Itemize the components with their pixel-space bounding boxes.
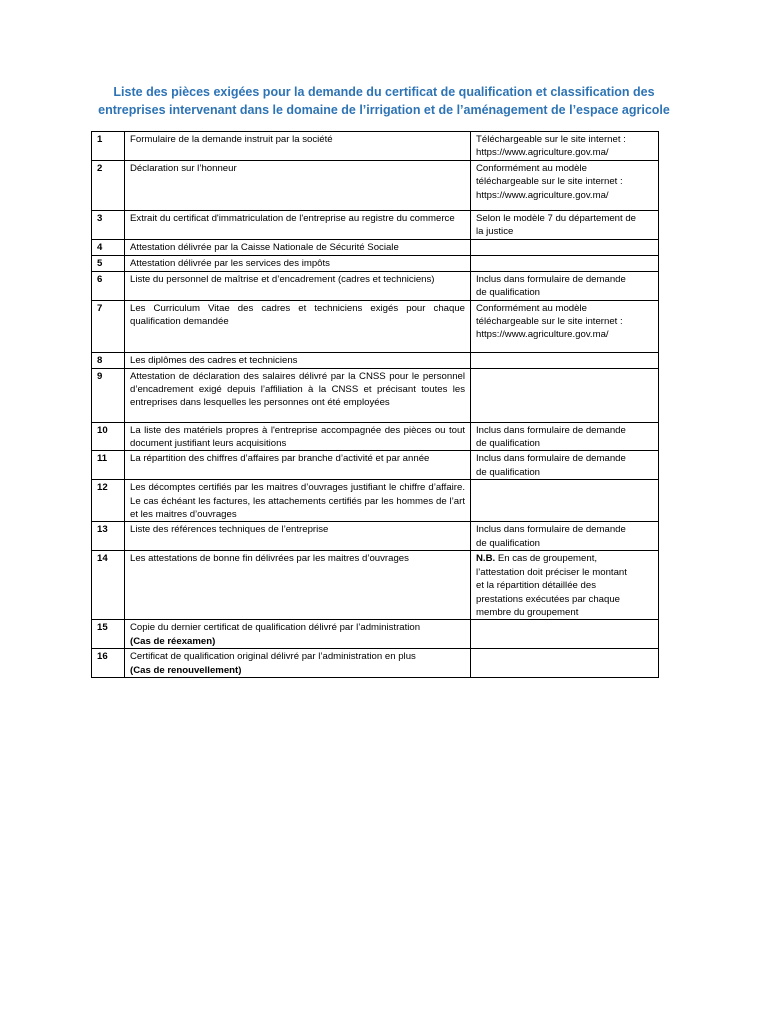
- table-row: [92, 422, 659, 451]
- row-number: 5: [92, 255, 125, 271]
- row-number: 10: [92, 422, 125, 451]
- row-number: 6: [92, 271, 125, 300]
- table-row: [92, 255, 659, 271]
- row-description-cell: [125, 210, 471, 239]
- table-row: [92, 451, 659, 480]
- row-description: La répartition des chiffres d’affaires par branche d’activité et par année: [130, 453, 430, 465]
- documents-table-body: [92, 132, 659, 678]
- row-note-cell: [471, 239, 659, 255]
- row-description: Déclaration sur l’honneur: [130, 162, 237, 174]
- row-description-cell: [125, 451, 471, 480]
- row-note-cell: [471, 620, 659, 649]
- row-note: En cas de groupement, l’attestation doit préciser le montant et la répartition détaillée des prestations exécutées par chaque membre du groupement: [476, 553, 627, 618]
- row-description: Les décomptes certifiés par les maitres d’ouvrages justifiant le chiffre d’affaire. Le cas échéant les factures, les attachements certifiés par les hommes de l’art et les maitres d’ouvrages: [130, 482, 465, 521]
- row-note-cell: [471, 649, 659, 678]
- row-note-cell: [471, 255, 659, 271]
- row-description-cell: [125, 649, 471, 678]
- row-note-cell: [471, 132, 659, 161]
- documents-table: [91, 131, 659, 678]
- row-note-cell: [471, 451, 659, 480]
- row-note-cell: [471, 160, 659, 210]
- row-description: Liste du personnel de maîtrise et d’encadrement (cadres et techniciens): [130, 273, 435, 285]
- row-description-case: (Cas de renouvellement): [130, 664, 242, 676]
- row-note: Conformément au modèle téléchargeable sur le site internet : https://www.agriculture.gov.ma/: [476, 162, 623, 201]
- row-note-cell: [471, 480, 659, 522]
- table-row: [92, 368, 659, 422]
- row-note-cell: [471, 551, 659, 620]
- row-description: Attestation délivrée par les services des impôts: [130, 257, 330, 269]
- row-description: Copie du dernier certificat de qualification délivré par l’administration: [130, 622, 421, 634]
- row-note: Selon le modèle 7 du département de la justice: [476, 212, 637, 238]
- row-description-cell: [125, 620, 471, 649]
- row-description-cell: [125, 271, 471, 300]
- row-description: Les Curriculum Vitae des cadres et techniciens exigés pour chaque qualification demandée: [130, 302, 465, 328]
- page-title-line-1: Liste des pièces exigées pour la demande du certificat de qualification et classification des: [113, 85, 655, 99]
- row-note-prefix: N.B.: [476, 553, 496, 565]
- row-note-cell: [471, 368, 659, 422]
- row-description-case: (Cas de réexamen): [130, 635, 216, 647]
- table-row: [92, 649, 659, 678]
- row-note: Conformément au modèle téléchargeable sur le site internet : https://www.agriculture.gov.ma/: [476, 302, 623, 341]
- table-row: [92, 522, 659, 551]
- row-number: 12: [92, 480, 125, 522]
- row-note: Inclus dans formulaire de demande de qualification: [476, 424, 626, 450]
- table-row: [92, 480, 659, 522]
- row-number: 7: [92, 300, 125, 352]
- row-note-cell: [471, 422, 659, 451]
- row-description: Les attestations de bonne fin délivrées par les maitres d’ouvrages: [130, 553, 409, 565]
- row-description: Formulaire de la demande instruit par la société: [130, 134, 333, 145]
- row-description: Attestation de déclaration des salaires délivré par la CNSS pour le personnel d’encadrement exigé depuis l’affiliation à la CNSS et précisant toutes les entreprises dans lesquelles les personnes ont été employées: [130, 370, 465, 409]
- table-row: [92, 620, 659, 649]
- table-row: [92, 352, 659, 368]
- table-row: [92, 239, 659, 255]
- page-title-line-2: entreprises intervenant dans le domaine de l’irrigation et de l’aménagement de l’espace agricole: [98, 103, 670, 117]
- row-number: 1: [92, 132, 125, 161]
- row-description-cell: [125, 255, 471, 271]
- row-description: Liste des références techniques de l’entreprise: [130, 524, 329, 536]
- row-description: Les diplômes des cadres et techniciens: [130, 354, 298, 366]
- row-description-cell: [125, 551, 471, 620]
- table-row: [92, 551, 659, 620]
- row-description: La liste des matériels propres à l'entreprise accompagnée des pièces ou tout document justifiant leurs acquisitions: [130, 424, 465, 450]
- row-description-cell: [125, 480, 471, 522]
- row-description: Certificat de qualification original délivré par l’administration en plus: [130, 651, 416, 663]
- row-note-cell: [471, 300, 659, 352]
- row-number: 15: [92, 620, 125, 649]
- row-number: 4: [92, 239, 125, 255]
- row-number: 11: [92, 451, 125, 480]
- row-note: Inclus dans formulaire de demande de qualification: [476, 273, 626, 299]
- row-note-cell: [471, 522, 659, 551]
- table-row: [92, 300, 659, 352]
- row-description-cell: [125, 132, 471, 161]
- row-description: Extrait du certificat d'immatriculation de l'entreprise au registre du commerce: [130, 212, 455, 224]
- row-number: 14: [92, 551, 125, 620]
- row-description-cell: [125, 160, 471, 210]
- row-note-cell: [471, 210, 659, 239]
- table-row: [92, 210, 659, 239]
- row-note-cell: [471, 352, 659, 368]
- table-row: [92, 160, 659, 210]
- row-description-cell: [125, 422, 471, 451]
- row-note-cell: [471, 271, 659, 300]
- page-title: [60, 83, 708, 119]
- row-note: Téléchargeable sur le site internet : https://www.agriculture.gov.ma/: [476, 134, 626, 159]
- row-description-cell: [125, 522, 471, 551]
- table-row: [92, 132, 659, 161]
- row-description-cell: [125, 239, 471, 255]
- table-row: [92, 271, 659, 300]
- row-number: 13: [92, 522, 125, 551]
- row-note: Inclus dans formulaire de demande de qualification: [476, 453, 626, 478]
- row-description-cell: [125, 352, 471, 368]
- row-description: Attestation délivrée par la Caisse Nationale de Sécurité Sociale: [130, 241, 399, 253]
- row-description-cell: [125, 368, 471, 422]
- row-number: 8: [92, 352, 125, 368]
- row-number: 16: [92, 649, 125, 678]
- row-note: Inclus dans formulaire de demande de qualification: [476, 524, 626, 549]
- row-number: 2: [92, 160, 125, 210]
- row-number: 3: [92, 210, 125, 239]
- row-description-cell: [125, 300, 471, 352]
- row-number: 9: [92, 368, 125, 422]
